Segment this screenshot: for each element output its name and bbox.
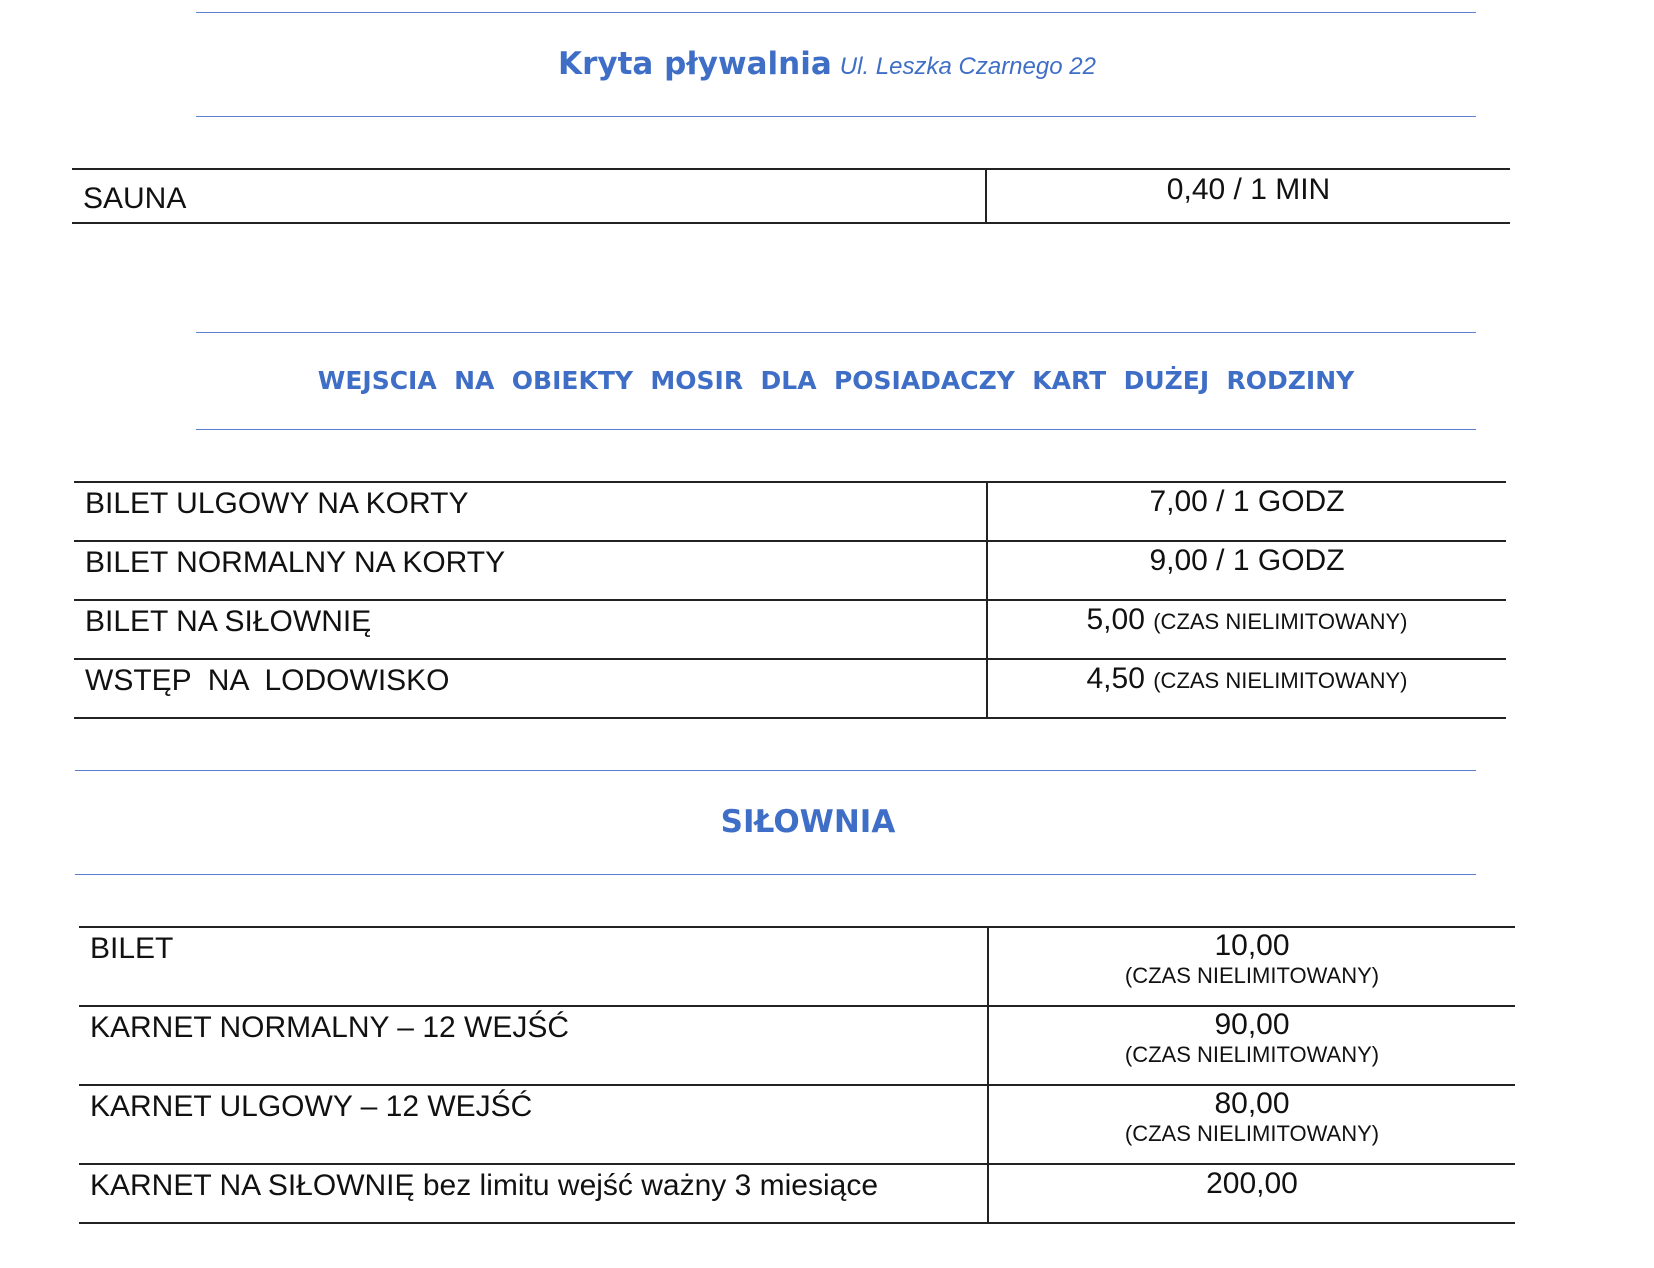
section3-price-table	[79, 926, 1515, 1224]
row-value: 90,00 (CZAS NIELIMITOWANY)	[988, 1006, 1515, 1085]
table-row	[79, 1164, 1515, 1223]
section1-price-table	[72, 168, 1510, 224]
section2-price-table	[74, 481, 1506, 719]
section1-top-rule	[196, 12, 1476, 13]
row-note: (CZAS NIELIMITOWANY)	[1124, 1042, 1380, 1067]
row-label: BILET NORMALNY NA KORTY	[74, 541, 987, 600]
section3-top-rule	[75, 770, 1476, 771]
row-label: BILET ULGOWY NA KORTY	[74, 482, 987, 541]
row-note: (CZAS NIELIMITOWANY)	[1153, 609, 1408, 634]
row-label: BILET NA SIŁOWNIĘ	[74, 600, 987, 659]
row-label: SAUNA	[72, 169, 986, 223]
row-note: (CZAS NIELIMITOWANY)	[1153, 668, 1408, 693]
table-row	[79, 927, 1515, 1006]
row-value: 9,00 / 1 GODZ	[987, 541, 1506, 600]
section1-heading	[0, 46, 1654, 82]
row-value: 80,00 (CZAS NIELIMITOWANY)	[988, 1085, 1515, 1164]
table-row	[74, 541, 1506, 600]
section3-bottom-rule	[75, 874, 1476, 875]
section3-title: SIŁOWNIA	[720, 804, 896, 840]
section1-bottom-rule	[196, 116, 1476, 117]
table-row	[72, 169, 1510, 223]
row-label: KARNET ULGOWY – 12 WEJŚĆ	[79, 1085, 988, 1164]
table-row	[74, 600, 1506, 659]
section2-bottom-rule	[196, 429, 1476, 430]
row-label: WSTĘP NA LODOWISKO	[74, 659, 987, 718]
section1-title: Kryta pływalnia	[558, 46, 832, 82]
section2-top-rule	[196, 332, 1476, 333]
row-value: 7,00 / 1 GODZ	[987, 482, 1506, 541]
row-value: 10,00 (CZAS NIELIMITOWANY)	[988, 927, 1515, 1006]
table-row	[74, 659, 1506, 718]
section1-subtitle: Ul. Leszka Czarnego 22	[839, 53, 1096, 80]
row-label: KARNET NORMALNY – 12 WEJŚĆ	[79, 1006, 988, 1085]
row-note: (CZAS NIELIMITOWANY)	[1124, 963, 1380, 988]
section2-title: WEJSCIA NA OBIEKTY MOSIR DLA POSIADACZY KART DUŻEJ RODZINY	[317, 366, 1355, 395]
table-row	[79, 1085, 1515, 1164]
row-value: 5,00 (CZAS NIELIMITOWANY)	[987, 600, 1506, 659]
row-label: BILET	[79, 927, 988, 1006]
row-value: 0,40 / 1 MIN	[986, 169, 1510, 223]
row-note: (CZAS NIELIMITOWANY)	[1124, 1121, 1380, 1146]
row-value: 4,50 (CZAS NIELIMITOWANY)	[987, 659, 1506, 718]
row-value: 200,00	[988, 1164, 1515, 1223]
table-row	[74, 482, 1506, 541]
table-row	[79, 1006, 1515, 1085]
row-label: KARNET NA SIŁOWNIĘ bez limitu wejść ważny 3 miesiące	[79, 1164, 988, 1223]
